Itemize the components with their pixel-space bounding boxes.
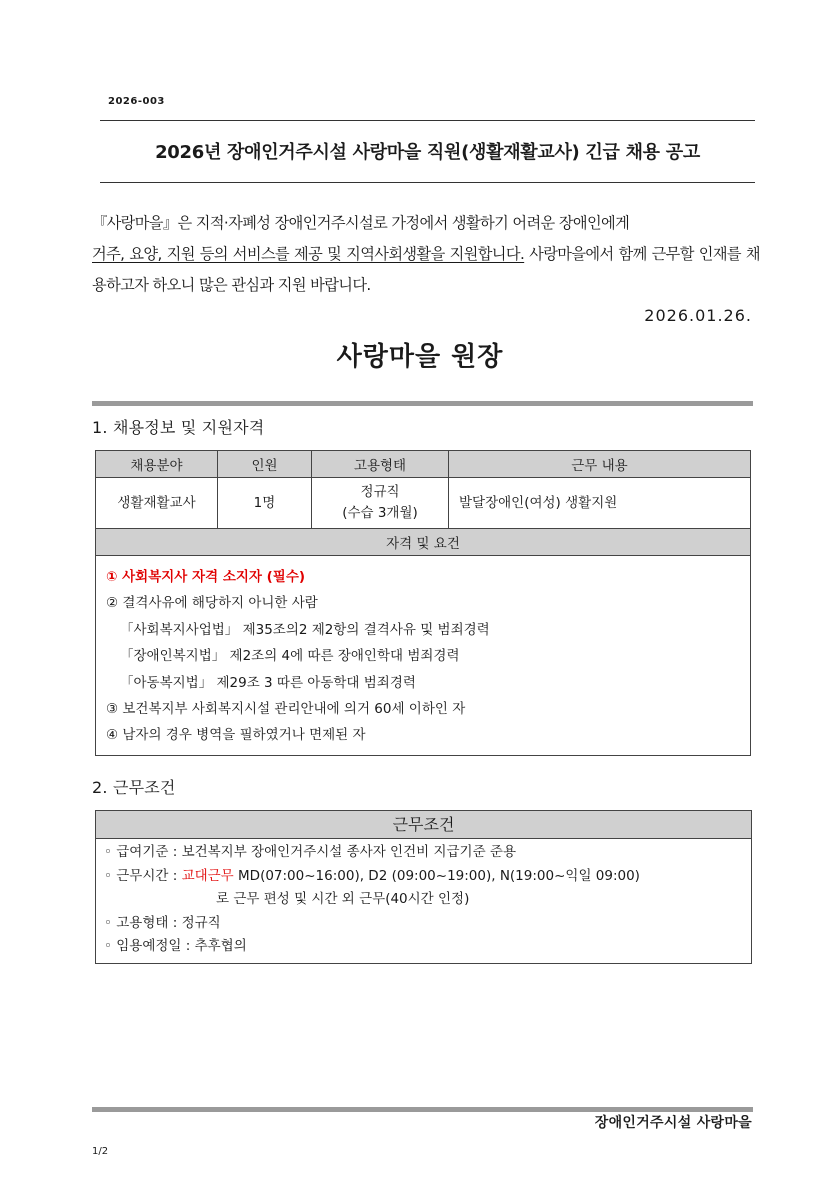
header-count: 인원 bbox=[218, 451, 312, 478]
document-number: 2026-003 bbox=[108, 96, 165, 107]
start-label: ◦ 임용예정일 : bbox=[104, 938, 195, 954]
cell-type-line2: (수습 3개월) bbox=[342, 505, 418, 521]
qualification-header: 자격 및 요건 bbox=[96, 529, 751, 556]
qualification-subitem: 「사회복지사업법」 제35조의2 제2항의 결격사유 및 범죄경력 bbox=[120, 621, 490, 638]
header-field: 채용분야 bbox=[96, 451, 218, 478]
title-divider bbox=[100, 182, 755, 183]
section1-heading: 1. 채용정보 및 지원자격 bbox=[92, 418, 265, 437]
start-value: 추후협의 bbox=[194, 938, 247, 954]
cell-count: 1명 bbox=[218, 478, 312, 529]
hours-label: ◦ 근무시간 : bbox=[104, 867, 182, 884]
qualification-item: ④ 남자의 경우 병역을 필하였거나 면제된 자 bbox=[106, 727, 366, 744]
qualification-row bbox=[96, 556, 751, 756]
hours-highlight: 교대근무 bbox=[181, 867, 234, 884]
pay-value: 보건복지부 장애인거주시설 종사자 인건비 지급기준 준용 bbox=[181, 844, 517, 860]
cell-type-line1: 정규직 bbox=[360, 484, 400, 500]
intro-text-1: 『사랑마을』은 지적·자폐성 장애인거주시설로 가정에서 생활하기 어려운 장애인에게 bbox=[92, 214, 630, 232]
cell-type bbox=[312, 478, 449, 529]
announcement-date: 2026.01.26. bbox=[644, 306, 752, 325]
intro-text-underlined: 거주, 요양, 지원 등의 서비스를 제공 및 지역사회생활을 지원합니다. bbox=[92, 245, 525, 263]
qualification-item: ③ 보건복지부 사회복지시설 관리안내에 의거 60세 이하인 자 bbox=[106, 701, 466, 718]
cell-field: 생활재활교사 bbox=[96, 478, 218, 529]
work-conditions-body bbox=[96, 839, 751, 963]
work-conditions-header: 근무조건 bbox=[96, 811, 751, 839]
page-title: 2026년 장애인거주시설 사랑마을 직원(생활재활교사) 긴급 채용 공고 bbox=[155, 142, 700, 163]
intro-text-3: 사랑마을에서 함께 근무할 인재를 채용하고자 하오니 많은 관심과 지원 바랍니다. bbox=[92, 245, 760, 294]
intro-paragraph bbox=[92, 208, 760, 301]
pay-label: ◦ 급여기준 : bbox=[104, 844, 182, 860]
director-signature: 사랑마을 원장 bbox=[336, 342, 504, 372]
qualification-subitem: 「장애인복지법」 제2조의 4에 따른 장애인학대 범죄경력 bbox=[120, 648, 460, 665]
work-hours-item bbox=[104, 865, 743, 889]
qualification-required: ① 사회복지사 자격 소지자 (필수) bbox=[106, 569, 306, 585]
table-header-row bbox=[96, 451, 751, 478]
qualification-list bbox=[96, 556, 751, 756]
hours-value: MD(07:00~16:00), D2 (09:00~19:00), N(19:00~익일 09:00) bbox=[233, 867, 640, 884]
page-number: 1/2 bbox=[92, 1146, 109, 1157]
recruitment-table bbox=[95, 450, 751, 756]
employment-value: 정규직 bbox=[181, 914, 221, 931]
qualification-subitem: 「아동복지법」 제29조 3 따른 아동학대 범죄경력 bbox=[120, 674, 416, 691]
qualification-header-row bbox=[96, 529, 751, 556]
work-conditions-box bbox=[95, 810, 752, 964]
employment-type-item bbox=[104, 912, 743, 936]
work-hours-continuation: 로 근무 편성 및 시간 외 근무(40시간 인정) bbox=[216, 891, 470, 907]
pay-standard-item bbox=[104, 841, 743, 865]
table-row bbox=[96, 478, 751, 529]
top-divider bbox=[100, 120, 755, 121]
start-date-item bbox=[104, 935, 743, 959]
section-rule bbox=[92, 401, 753, 406]
cell-duty: 발달장애인(여성) 생활지원 bbox=[449, 478, 751, 529]
section2-heading: 2. 근무조건 bbox=[92, 778, 176, 797]
employment-label: ◦ 고용형태 : bbox=[104, 914, 182, 931]
header-type: 고용형태 bbox=[312, 451, 449, 478]
footer-organization: 장애인거주시설 사랑마을 bbox=[594, 1115, 752, 1131]
qualification-item: ② 결격사유에 해당하지 아니한 사람 bbox=[106, 595, 318, 612]
header-duty: 근무 내용 bbox=[449, 451, 751, 478]
